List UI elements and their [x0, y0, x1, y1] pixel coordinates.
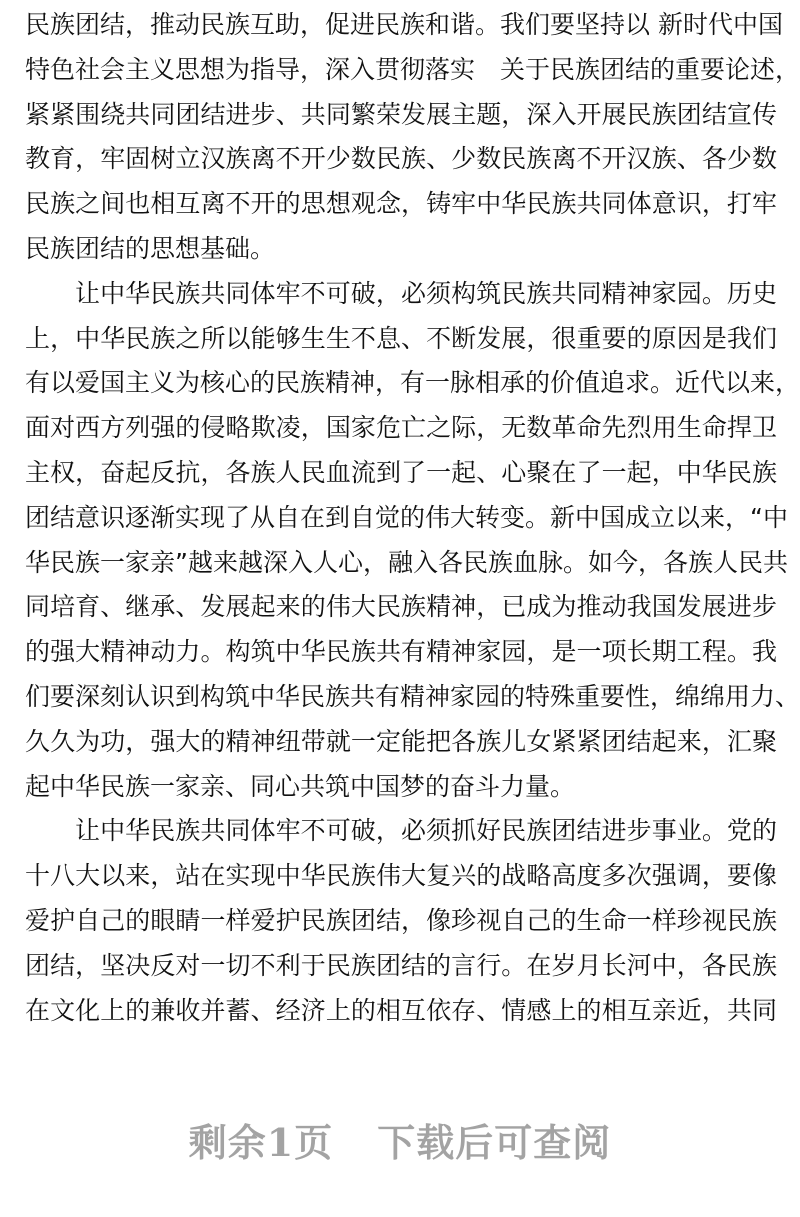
text-line: 有以爱国主义为核心的民族精神，有一脉相承的价值追求。近代以来，	[25, 368, 800, 398]
text-line: 们要深刻认识到构筑中华民族共有精神家园的特殊重要性，绵绵用力、	[25, 681, 800, 711]
text-line: 团结意识逐渐实现了从自在到自觉的伟大转变。新中国成立以来，“中	[25, 502, 788, 532]
text-line: 主权，奋起反抗，各族人民血流到了一起、心聚在了一起，中华民族	[25, 457, 777, 487]
text-line: 让中华民族共同体牢不可破，必须构筑民族共同精神家园。历史	[75, 278, 777, 308]
text-line: 特色社会主义思想为指导，深入贯彻落实 关于民族团结的重要论述，	[25, 54, 800, 84]
text-line: 上，中华民族之所以能够生生不息、不断发展，很重要的原因是我们	[25, 323, 777, 353]
document-body	[25, 3, 800, 1033]
text-line: 民族团结，推动民族互助，促进民族和谐。我们要坚持以 新时代中国	[25, 10, 783, 39]
text-line: 十八大以来，站在实现中华民族伟大复兴的战略高度多次强调，要像	[25, 861, 777, 891]
text-line: 久久为功，强大的精神纽带就一定能把各族儿女紧紧团结起来，汇聚	[25, 726, 777, 756]
text-line: 同培育、继承、发展起来的伟大民族精神，已成为推动我国发展进步	[25, 592, 777, 622]
text-line: 民族团结的思想基础。	[25, 233, 276, 263]
paragraph	[25, 272, 800, 810]
text-line: 起中华民族一家亲、同心共筑中国梦的奋斗力量。	[25, 771, 576, 801]
remaining-pages-label: 剩余1页	[188, 1120, 334, 1165]
download-prompt[interactable]	[0, 1112, 800, 1167]
text-line: 面对西方列强的侵略欺凌，国家危亡之际，无数革命先烈用生命捍卫	[25, 413, 777, 443]
text-line: 爱护自己的眼睛一样爱护民族团结，像珍视自己的生命一样珍视民族	[25, 905, 777, 935]
text-line: 教育，牢固树立汉族离不开少数民族、少数民族离不开汉族、各少数	[25, 144, 777, 174]
text-line: 华民族一家亲”越来越深入人心，融入各民族血脉。如今，各族人民共	[25, 547, 788, 577]
text-line: 民族之间也相互离不开的思想观念，铸牢中华民族共同体意识，打牢	[25, 189, 777, 219]
text-line: 团结，坚决反对一切不利于民族团结的言行。在岁月长河中，各民族	[25, 950, 777, 980]
text-line: 的强大精神动力。构筑中华民族共有精神家园，是一项长期工程。我	[25, 637, 777, 667]
text-line: 在文化上的兼收并蓄、经济上的相互依存、情感上的相互亲近，共同	[25, 995, 777, 1025]
download-to-view-label[interactable]: 下载后可查阅	[377, 1120, 612, 1165]
paragraph	[25, 809, 777, 1033]
text-line: 紧紧围绕共同团结进步、共同繁荣发展主题，深入开展民族团结宣传	[25, 99, 777, 129]
paragraph	[25, 3, 800, 272]
text-line: 让中华民族共同体牢不可破，必须抓好民族团结进步事业。党的	[75, 816, 777, 846]
